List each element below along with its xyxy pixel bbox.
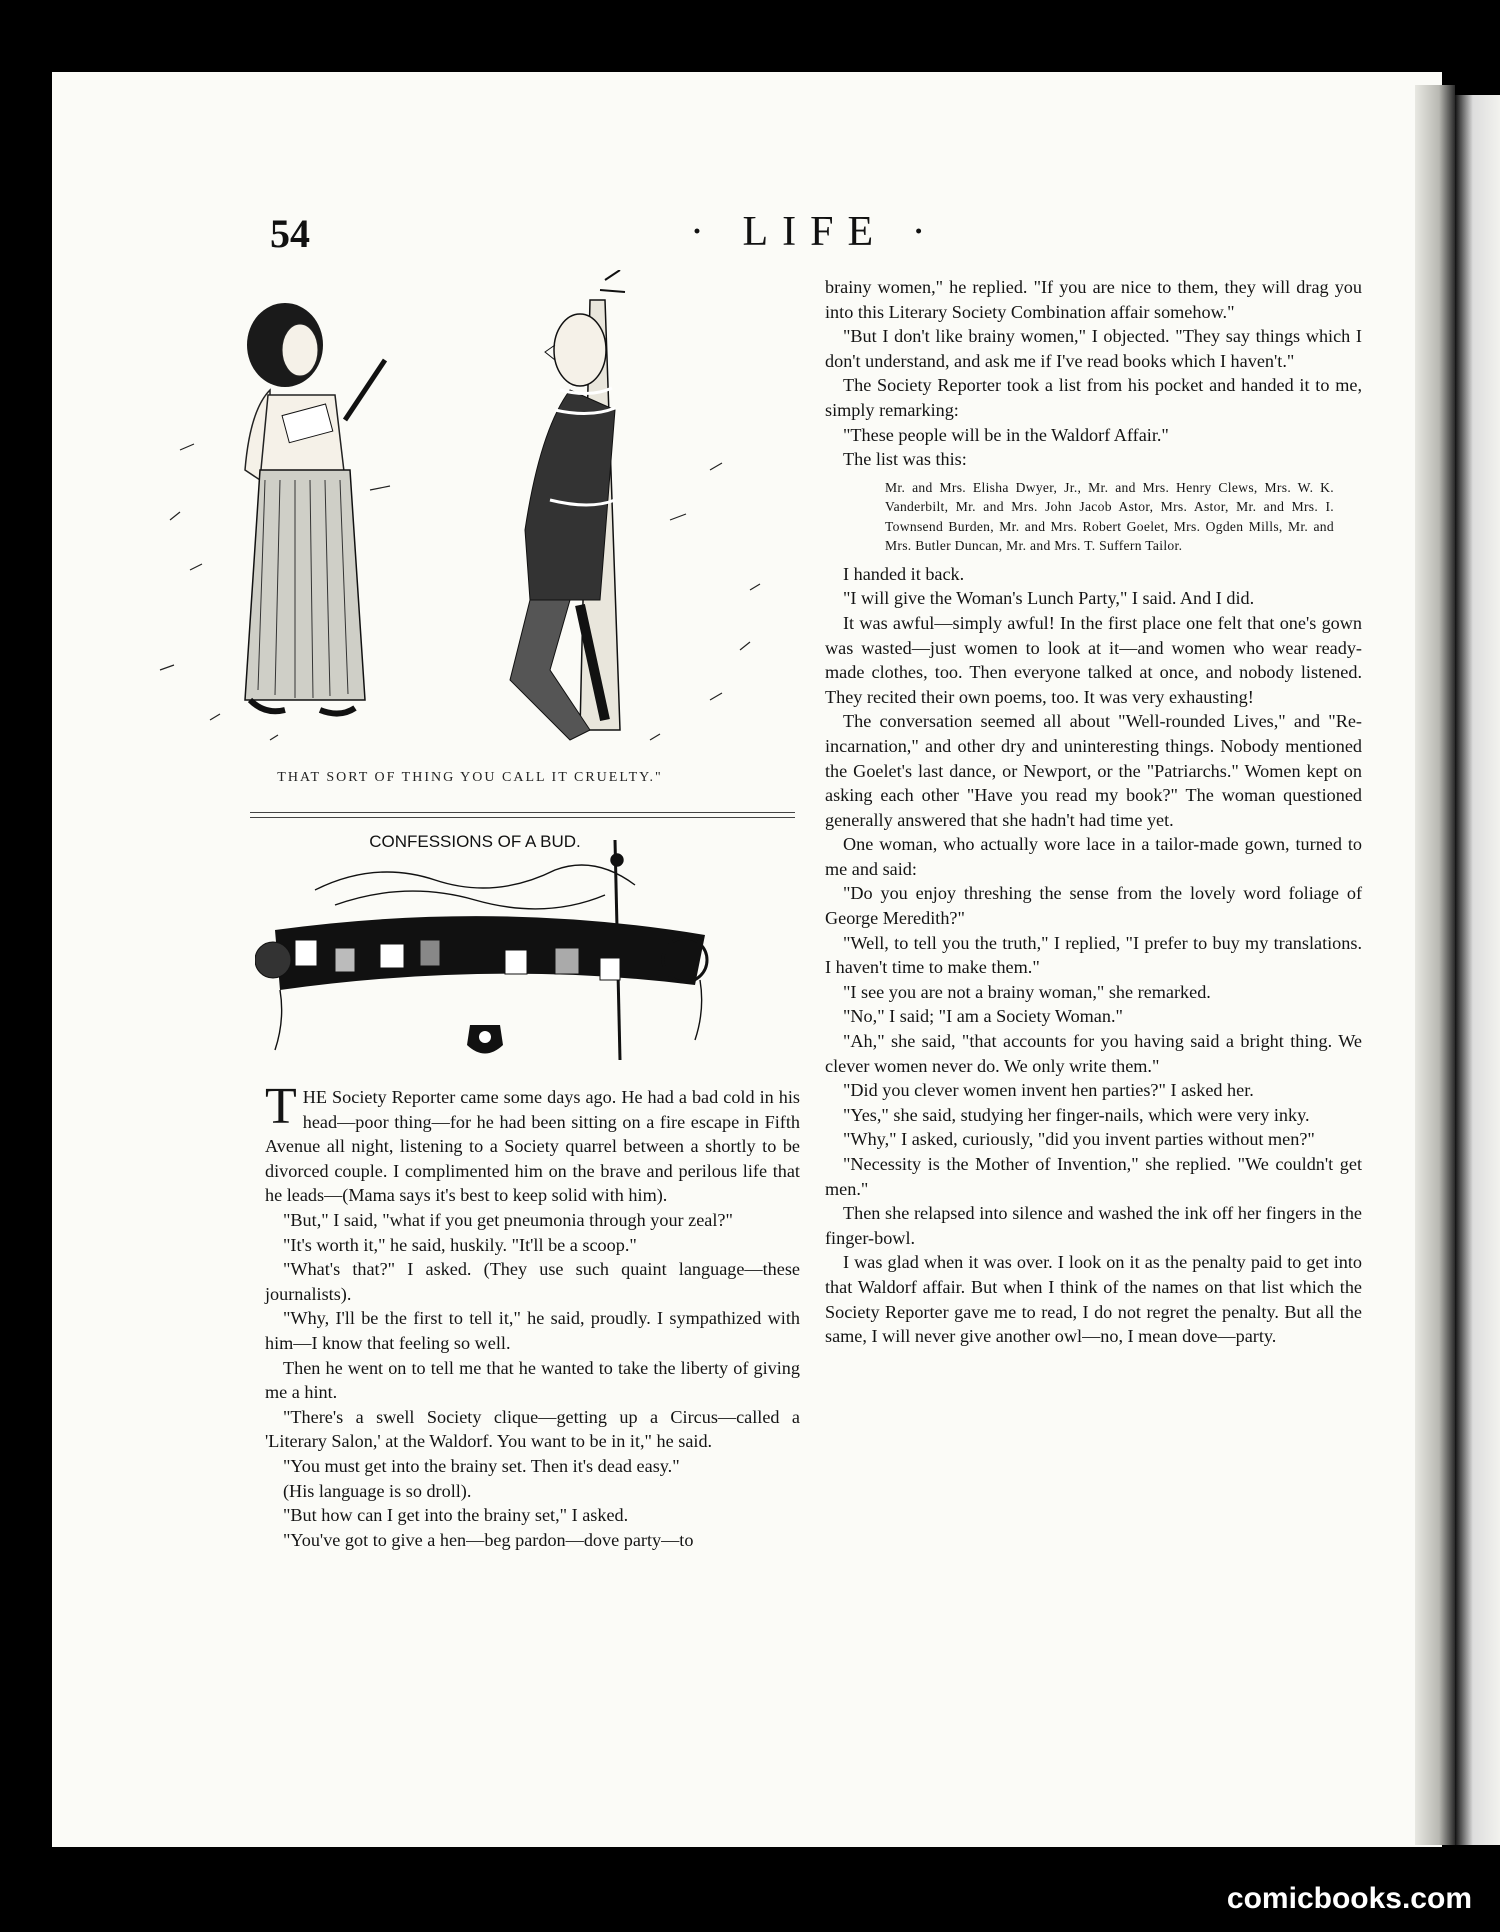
- dropcap-letter: T: [265, 1078, 297, 1135]
- paragraph: "You must get into the brainy set. Then it's dead easy.": [283, 1455, 680, 1476]
- paragraph: It was awful—simply awful! In the first place one felt that one's gown was wasted—just women to look at it—and women who wear ready-made clothes, too. Then everyone talked at once, and nobody listened. They recited their own poems, too. It was very exhausting!: [825, 612, 1362, 707]
- paragraph: "It's worth it," he said, huskily. "It'll be a scoop.": [283, 1234, 637, 1255]
- opening-paragraph: [265, 1078, 800, 1208]
- paragraph: "You've got to give a hen—beg pardon—dove party—to: [283, 1529, 694, 1550]
- paragraph: brainy women," he replied. "If you are nice to them, they will drag you into this Literary Society Combination affair somehow.": [825, 277, 1362, 322]
- tied-man-figure: [510, 270, 625, 740]
- article-column-right: [825, 275, 1362, 1349]
- paragraph: I handed it back.: [843, 563, 965, 584]
- paragraph: "No," I said; "I am a Society Woman.": [843, 1006, 1123, 1027]
- paragraph: "Necessity is the Mother of Invention," she replied. "We couldn't get men.": [825, 1154, 1362, 1199]
- paragraph: "I see you are not a brainy woman," she remarked.: [843, 981, 1211, 1002]
- magazine-title: · LIFE ·: [690, 209, 940, 255]
- paragraph: "But I don't like brainy women," I objected. "They say things which I don't understand, and ask me if I've read books which I haven't.": [825, 326, 1362, 371]
- paragraph: "Yes," she said, studying her finger-nails, which were very inky.: [843, 1104, 1310, 1125]
- society-name-list: Mr. and Mrs. Elisha Dwyer, Jr., Mr. and Mrs. Henry Clews, Mrs. W. K. Vanderbilt, Mr. and Mrs. John Jacob Astor, Mrs. Astor, Mr. and Mrs. I. Townsend Burden, Mr. and Mrs. Robert Goelet, Mrs. Ogden Mills, Mr. and Mrs. Butler Duncan, Mr. and Mrs. T. Suffern Tailor.: [885, 479, 1334, 554]
- facing-page-edge: [1455, 95, 1500, 1845]
- paragraph: "Do you enjoy threshing the sense from the lovely word foliage of George Meredith?": [825, 883, 1362, 929]
- opening-text: HE Society Reporter came some days ago. He had a bad cold in his head—poor thing—for he had been sitting on a fire escape in Fifth Avenue all night, listening to a Society quarrel between a shortly to be divorced couple. I complimented him on the brave and perilous life that he leads—(Mama says it's best to keep solid with him).: [265, 1087, 800, 1206]
- paragraph: "Well, to tell you the truth," I replied, "I prefer to buy my translations. I haven't time to make them.": [825, 932, 1362, 978]
- paragraph: "These people will be in the Waldorf Affair.": [843, 424, 1169, 445]
- page-number: 54: [270, 211, 310, 256]
- paragraph: One woman, who actually wore lace in a tailor-made gown, turned to me and said:: [825, 834, 1362, 879]
- cartoon-drawing: [150, 270, 800, 770]
- section-divider: [250, 812, 795, 818]
- paragraph: "There's a swell Society clique—getting up a Circus—called a 'Literary Salon,' at the Waldorf. You want to be in it," he said.: [265, 1406, 800, 1452]
- site-watermark: comicbooks.com: [1226, 1882, 1472, 1915]
- paragraph: "But," I said, "what if you get pneumonia through your zeal?": [283, 1209, 733, 1230]
- paragraph: "But how can I get into the brainy set," I asked.: [283, 1505, 629, 1526]
- decorative-banner: [255, 840, 735, 1080]
- paragraph: Then he went on to tell me that he wanted to take the liberty of giving me a hint.: [265, 1357, 800, 1403]
- paragraph: "Ah," she said, "that accounts for you having said a bright thing. We clever women never do. We only write them.": [825, 1031, 1362, 1076]
- paragraph: The conversation seemed all about "Well-rounded Lives," and "Re-incarnation," and other dry and uninteresting things. Nobody mentioned the Goelet's last dance, or Newport, or the "Patriarchs." Women kept on asking each other "Have you read my book?" The woman questioned generally answered that she hadn't had time yet.: [825, 711, 1362, 830]
- paragraph: The Society Reporter took a list from his pocket and handed it to me, simply remarking:: [825, 375, 1362, 420]
- page-spine: [1415, 85, 1455, 1845]
- paragraph: I was glad when it was over. I look on it as the penalty paid to get into that Waldorf affair. But when I think of the names on that list which the Society Reporter gave me to read, I do not regret the penalty. But all the same, I will never give another owl—no, I mean dove—party.: [825, 1252, 1362, 1347]
- paragraph: "Why, I'll be the first to tell it," he said, proudly. I sympathized with him—I know that feeling so well.: [265, 1308, 800, 1353]
- paragraph: Then she relapsed into silence and washed the ink off her fingers in the finger-bowl.: [825, 1203, 1362, 1248]
- woman-figure: [245, 303, 385, 714]
- paragraph: "I will give the Woman's Lunch Party," I said. And I did.: [843, 588, 1255, 609]
- banner-ornament: [255, 840, 735, 1080]
- paragraph: "What's that?" I asked. (They use such quaint language—these journalists).: [265, 1259, 800, 1304]
- list-label: The list was this:: [843, 449, 967, 470]
- paragraph: "Did you clever women invent hen parties?" I asked her.: [843, 1080, 1254, 1101]
- article-title: CONFESSIONS OF A BUD.: [369, 832, 581, 851]
- paragraph: (His language is so droll).: [283, 1480, 472, 1501]
- paragraph: "Why," I asked, curiously, "did you invent parties without men?": [843, 1129, 1315, 1150]
- cartoon-illustration: [150, 270, 800, 770]
- article-column-left: [265, 1078, 800, 1552]
- illustration-caption: THAT SORT OF THING YOU CALL IT CRUELTY.": [277, 770, 663, 785]
